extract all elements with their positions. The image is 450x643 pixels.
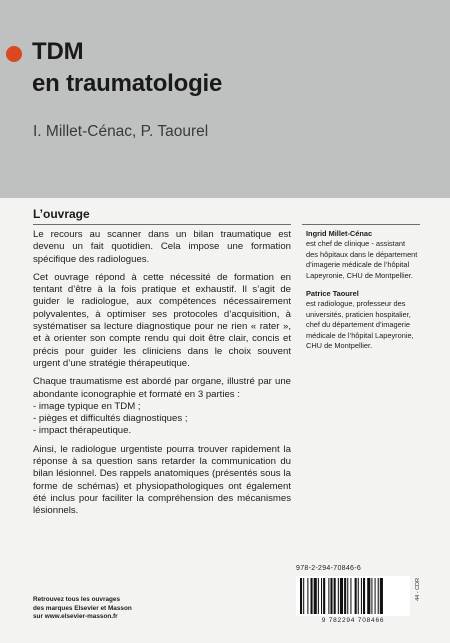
barcode-bars-icon xyxy=(296,576,410,616)
isbn-number: 978-2-294-70846-6 xyxy=(296,565,362,572)
author-1-description: est chef de clinique - assistant des hôpitaux dans le département d’imagerie médicale de l’hôpital Lapeyronie, CHU de Montpellier. xyxy=(306,239,418,280)
orange-bullet-icon xyxy=(6,46,22,62)
publisher-note-line-1: Retrouvez tous les ouvrages xyxy=(33,596,121,603)
side-code: 44 - CDR xyxy=(415,578,421,601)
section-title: L’ouvrage xyxy=(33,207,90,221)
book-title xyxy=(32,36,222,100)
author-bios xyxy=(306,229,418,359)
author-2-description: est radiologue, professeur des universités, praticien hospitalier, chef du département d’imagerie médicale de l’hôpital Lapeyronie, CHU de Montpellier. xyxy=(306,299,414,351)
paragraph-1: Le recours au scanner dans un bilan traumatique est devenu un fait quotidien. Cela impose une formation spécifique des radiologues. xyxy=(33,229,291,265)
parts-list xyxy=(33,401,291,438)
list-item: - image typique en TDM ; xyxy=(33,400,141,412)
publisher-note-line-2: des marques Elsevier et Masson xyxy=(33,604,132,612)
paragraph-2: Cet ouvrage répond à cette nécessité de formation en tentant d’être à la fois pratique et exhaustif. Il s’agit de guider le radiologue, aux compétences nécessairement polyvalentes, à optimiser ses protocoles d’acquisition, à systématiser sa lecture diagnostique pour ne rien « rater », et à orienter son compte rendu qui doit être clair, concis et précis pour guider les cliniciens dans le choix souvent urgent d’une stratégie thérapeutique. xyxy=(33,271,291,369)
sidebar-divider xyxy=(302,224,420,225)
barcode xyxy=(296,576,410,616)
paragraph-3: Chaque traumatisme est abordé par organe, illustré par une abondante iconographie et formaté en 3 parties : xyxy=(33,376,291,400)
section-divider xyxy=(33,224,291,225)
author-bio-2 xyxy=(306,289,418,351)
publisher-note xyxy=(33,596,132,622)
author-bio-1 xyxy=(306,229,418,281)
author-1-name: Ingrid Millet-Cénac xyxy=(306,229,373,238)
barcode-digits: 9 782294 708466 xyxy=(321,617,385,624)
list-item: - impact thérapeutique. xyxy=(33,425,132,437)
author-2-name: Patrice Taourel xyxy=(306,289,359,299)
title-line-2: en traumatologie xyxy=(32,70,223,97)
list-item: - pièges et difficultés diagnostiques ; xyxy=(33,413,188,425)
title-line-1: TDM xyxy=(32,38,84,65)
paragraph-4: Ainsi, le radiologue urgentiste pourra trouver rapidement la réponse à sa question sans retarder la communication du bilan lésionnel. Des rappels anatomiques (présentés sous la forme de schémas) et physiopathologiques ont également été inclus pour faciliter la compréhension des mécanismes lésionnels. xyxy=(33,443,291,517)
description-text xyxy=(33,229,291,524)
publisher-note-line-3: sur www.elsevier-masson.fr xyxy=(33,613,118,621)
authors: I. Millet-Cénac, P. Taourel xyxy=(33,123,209,140)
